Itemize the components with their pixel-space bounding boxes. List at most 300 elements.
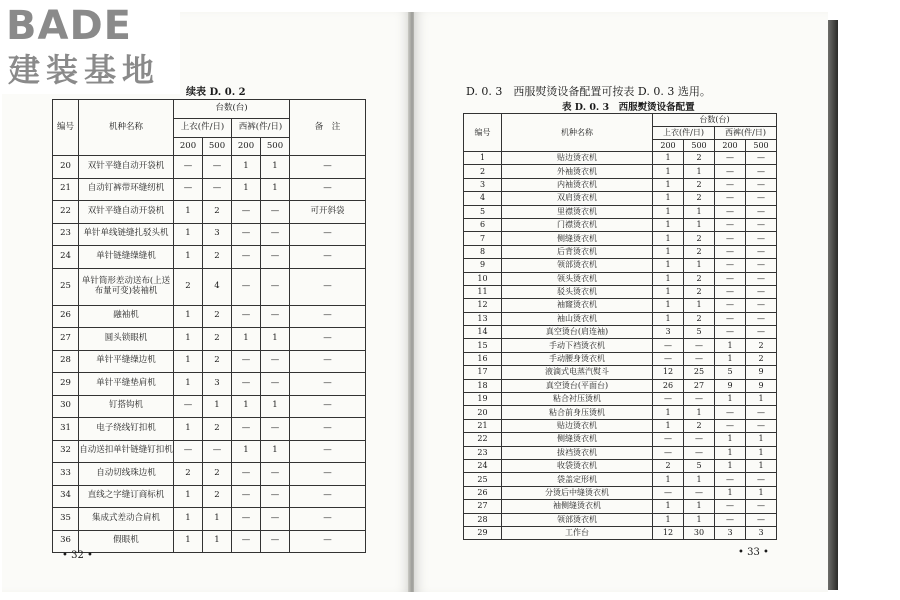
cell-d: — (261, 530, 290, 553)
cell-name: 单针平缝垫肩机 (79, 373, 174, 396)
cell-no: 21 (53, 178, 79, 201)
cell-no: 20 (464, 406, 502, 419)
cell-no: 34 (53, 485, 79, 508)
cell-a: 12 (653, 366, 684, 379)
table-row (464, 486, 777, 499)
header-cap-d: 500 (746, 140, 777, 152)
header-upper: 上衣(件/日) (653, 127, 715, 140)
cell-c: — (715, 513, 746, 526)
cell-name: 驳头烫衣机 (502, 285, 653, 298)
table-row (464, 152, 777, 165)
cell-no: 17 (464, 366, 502, 379)
cell-no: 21 (464, 419, 502, 432)
cell-d: — (746, 259, 777, 272)
cell-c: — (232, 246, 261, 269)
cell-remark: — (290, 508, 366, 531)
table-row (464, 352, 777, 365)
cell-remark: — (290, 350, 366, 373)
cell-d: — (746, 326, 777, 339)
cell-no: 15 (464, 339, 502, 352)
cell-c: — (715, 232, 746, 245)
table-row (53, 395, 366, 418)
cell-no: 30 (53, 395, 79, 418)
cell-d: 1 (746, 433, 777, 446)
cell-b: 2 (203, 418, 232, 441)
cell-no: 24 (464, 459, 502, 472)
cell-a: 1 (653, 419, 684, 432)
table-row (53, 268, 366, 305)
cell-a: 1 (653, 178, 684, 191)
header-cap-d: 500 (261, 138, 290, 156)
table-row (464, 366, 777, 379)
cell-b: — (203, 440, 232, 463)
cell-b: 2 (684, 419, 715, 432)
watermark-logo (0, 0, 180, 94)
cell-c: — (715, 473, 746, 486)
table-row (464, 259, 777, 272)
cell-no: 23 (464, 446, 502, 459)
cell-c: 1 (232, 328, 261, 351)
cell-no: 35 (53, 508, 79, 531)
cell-c: 1 (232, 395, 261, 418)
cell-a: 1 (653, 500, 684, 513)
cell-b: 1 (684, 205, 715, 218)
table-row (464, 272, 777, 285)
cell-remark: — (290, 156, 366, 179)
cell-name: 粘合衬压烫机 (502, 393, 653, 406)
cell-no: 8 (464, 245, 502, 258)
cell-name: 袋盖定形机 (502, 473, 653, 486)
cell-b: 1 (684, 406, 715, 419)
cell-b: — (684, 393, 715, 406)
cell-no: 32 (53, 440, 79, 463)
table-row (53, 440, 366, 463)
cell-d: 1 (261, 440, 290, 463)
cell-d: — (746, 500, 777, 513)
cell-a: 2 (653, 459, 684, 472)
cell-name: 真空烫台(肩连袖) (502, 326, 653, 339)
header-cap-b: 500 (684, 140, 715, 152)
cell-c: 5 (715, 366, 746, 379)
cell-d: — (261, 350, 290, 373)
cell-name: 贴边烫衣机 (502, 152, 653, 165)
cell-name: 侧缝烫衣机 (502, 232, 653, 245)
cell-c: — (715, 192, 746, 205)
table-row (53, 156, 366, 179)
cell-c: — (715, 299, 746, 312)
cell-d: — (261, 246, 290, 269)
cell-remark: — (290, 246, 366, 269)
cell-b: 2 (684, 272, 715, 285)
cell-c: — (232, 485, 261, 508)
table-row (464, 192, 777, 205)
header-cap-c: 200 (715, 140, 746, 152)
cell-d: — (746, 513, 777, 526)
cell-c: — (715, 178, 746, 191)
cell-name: 里襟烫衣机 (502, 205, 653, 218)
cell-b: 1 (684, 513, 715, 526)
cell-d: — (746, 232, 777, 245)
cell-a: 1 (174, 508, 203, 531)
cell-a: 1 (653, 152, 684, 165)
cell-name: 双针平缝自动开袋机 (79, 156, 174, 179)
cell-d: 2 (746, 339, 777, 352)
cell-d: — (261, 373, 290, 396)
table-row (53, 418, 366, 441)
cell-d: 9 (746, 366, 777, 379)
cell-a: 1 (653, 192, 684, 205)
cell-c: — (715, 285, 746, 298)
cell-b: 2 (203, 485, 232, 508)
cell-name: 袖侧缝烫衣机 (502, 500, 653, 513)
table-row (464, 526, 777, 539)
cell-name: 后背烫衣机 (502, 245, 653, 258)
cell-no: 3 (464, 178, 502, 191)
table-row (53, 350, 366, 373)
cell-b: 3 (203, 223, 232, 246)
cell-name: 单针单线链缝扎驳头机 (79, 223, 174, 246)
cell-b: 4 (203, 268, 232, 305)
cell-name: 外袖烫衣机 (502, 165, 653, 178)
cell-no: 14 (464, 326, 502, 339)
cell-c: — (232, 418, 261, 441)
cell-d: — (746, 299, 777, 312)
cell-name: 袖窿烫衣机 (502, 299, 653, 312)
cell-remark: — (290, 373, 366, 396)
table-row (464, 459, 777, 472)
cell-c: — (715, 245, 746, 258)
cell-b: 1 (203, 530, 232, 553)
cell-a: 1 (653, 285, 684, 298)
cell-no: 22 (464, 433, 502, 446)
cell-a: 1 (653, 259, 684, 272)
cell-a: 1 (174, 305, 203, 328)
cell-a: 26 (653, 379, 684, 392)
cell-b: 3 (203, 373, 232, 396)
cell-b: 1 (684, 473, 715, 486)
cell-name: 单针链缝缲缝机 (79, 246, 174, 269)
cell-name: 手动下裆烫衣机 (502, 339, 653, 352)
table-row (464, 433, 777, 446)
cell-c: 1 (715, 352, 746, 365)
cell-b: 2 (684, 192, 715, 205)
cell-b: — (684, 339, 715, 352)
cell-d: — (261, 485, 290, 508)
cell-name: 分烫后中缝烫衣机 (502, 486, 653, 499)
cell-name: 粘合前身压烫机 (502, 406, 653, 419)
cell-c: — (715, 272, 746, 285)
table-row (464, 393, 777, 406)
table-row (53, 328, 366, 351)
table-row (53, 508, 366, 531)
cell-name: 钉搭钩机 (79, 395, 174, 418)
cell-d: — (746, 406, 777, 419)
cell-a: — (174, 178, 203, 201)
cell-c: 1 (715, 393, 746, 406)
cell-b: 1 (203, 395, 232, 418)
cell-d: 1 (746, 459, 777, 472)
cell-c: 1 (715, 339, 746, 352)
left-page-number: • 32 • (62, 550, 93, 561)
cell-a: 1 (653, 473, 684, 486)
cell-c: — (232, 223, 261, 246)
table-row (53, 246, 366, 269)
cell-no: 23 (53, 223, 79, 246)
table-row (464, 419, 777, 432)
cell-remark: — (290, 268, 366, 305)
right-page-number: • 33 • (738, 547, 769, 558)
cell-a: 1 (174, 350, 203, 373)
cell-a: — (653, 339, 684, 352)
cell-a: — (174, 440, 203, 463)
cell-name: 圆头锁眼机 (79, 328, 174, 351)
cell-b: 30 (684, 526, 715, 539)
cell-b: 2 (684, 285, 715, 298)
cell-d: — (746, 272, 777, 285)
cell-remark: — (290, 178, 366, 201)
cell-name: 袖山烫衣机 (502, 312, 653, 325)
cell-d: — (261, 418, 290, 441)
cell-c: — (232, 373, 261, 396)
cell-no: 27 (53, 328, 79, 351)
cell-name: 门襟烫衣机 (502, 218, 653, 231)
cell-no: 31 (53, 418, 79, 441)
header-cap-b: 500 (203, 138, 232, 156)
header-count: 台数(台) (653, 114, 777, 127)
cell-remark: — (290, 418, 366, 441)
left-equipment-table (52, 99, 366, 553)
cell-d: — (261, 508, 290, 531)
table-row (53, 305, 366, 328)
cell-b: — (203, 178, 232, 201)
cell-c: 1 (232, 156, 261, 179)
table-row (464, 165, 777, 178)
cell-no: 20 (53, 156, 79, 179)
cell-d: 1 (746, 446, 777, 459)
table-row (464, 232, 777, 245)
cell-name: 直线之字缝订商标机 (79, 485, 174, 508)
cell-a: 1 (174, 418, 203, 441)
cell-c: 1 (232, 178, 261, 201)
cell-a: — (653, 393, 684, 406)
cell-a: — (653, 486, 684, 499)
cell-c: — (715, 419, 746, 432)
cell-b: 1 (684, 218, 715, 231)
cell-c: 1 (715, 459, 746, 472)
header-cap-a: 200 (174, 138, 203, 156)
cell-d: — (746, 178, 777, 191)
cell-name: 双肩烫衣机 (502, 192, 653, 205)
table-row (53, 373, 366, 396)
cell-a: 1 (653, 165, 684, 178)
cell-c: — (232, 350, 261, 373)
cell-d: — (261, 268, 290, 305)
cell-remark: 可开斜袋 (290, 201, 366, 224)
cell-c: 1 (715, 486, 746, 499)
cell-a: 1 (653, 312, 684, 325)
cell-no: 29 (464, 526, 502, 539)
cell-name: 收袋烫衣机 (502, 459, 653, 472)
cell-d: 1 (261, 178, 290, 201)
cell-a: 12 (653, 526, 684, 539)
cell-no: 27 (464, 500, 502, 513)
left-table-caption: 续表 D. 0. 2 (186, 87, 246, 98)
cell-b: 1 (684, 165, 715, 178)
cell-no: 5 (464, 205, 502, 218)
cell-no: 6 (464, 218, 502, 231)
cell-b: 2 (203, 328, 232, 351)
cell-d: — (261, 201, 290, 224)
cell-a: — (653, 446, 684, 459)
cell-b: 2 (684, 152, 715, 165)
cell-b: 5 (684, 326, 715, 339)
cell-a: 1 (174, 328, 203, 351)
cell-a: 1 (653, 232, 684, 245)
cell-d: 1 (261, 156, 290, 179)
cell-c: 1 (715, 446, 746, 459)
cell-b: 25 (684, 366, 715, 379)
table-row (53, 178, 366, 201)
cell-b: 2 (684, 232, 715, 245)
cell-c: — (715, 312, 746, 325)
cell-c: — (715, 218, 746, 231)
cell-b: 2 (203, 463, 232, 486)
cell-remark: — (290, 485, 366, 508)
right-equipment-table (463, 113, 777, 540)
cell-remark: — (290, 305, 366, 328)
cell-name: 领部烫衣机 (502, 513, 653, 526)
cell-c: — (232, 508, 261, 531)
cell-b: — (684, 352, 715, 365)
cell-name: 集成式差动合肩机 (79, 508, 174, 531)
cell-no: 25 (464, 473, 502, 486)
cell-c: — (715, 205, 746, 218)
cell-c: — (715, 259, 746, 272)
cell-c: — (232, 463, 261, 486)
table-row (53, 485, 366, 508)
cell-a: 1 (174, 485, 203, 508)
cell-c: — (232, 530, 261, 553)
header-trousers: 西裤(件/日) (715, 127, 777, 140)
cell-remark: — (290, 440, 366, 463)
cell-no: 24 (53, 246, 79, 269)
cell-a: 1 (653, 406, 684, 419)
cell-a: 1 (174, 246, 203, 269)
cell-c: 1 (232, 440, 261, 463)
cell-d: 1 (261, 328, 290, 351)
cell-a: 2 (174, 268, 203, 305)
cell-a: 1 (653, 245, 684, 258)
cell-b: 27 (684, 379, 715, 392)
cell-d: — (746, 205, 777, 218)
cell-name: 融袖机 (79, 305, 174, 328)
cell-remark: — (290, 328, 366, 351)
cell-c: — (715, 500, 746, 513)
table-row (464, 446, 777, 459)
cell-d: 3 (746, 526, 777, 539)
cell-a: 1 (653, 205, 684, 218)
header-name: 机种名称 (79, 100, 174, 156)
right-section-title: D. 0. 3 西服熨烫设备配置可按表 D. 0. 3 选用。 (466, 85, 711, 98)
cell-a: 1 (174, 373, 203, 396)
cell-d: 1 (746, 486, 777, 499)
header-cap-c: 200 (232, 138, 261, 156)
cell-no: 28 (53, 350, 79, 373)
right-table-caption: 表 D. 0. 3 西服熨烫设备配置 (562, 102, 695, 113)
cell-c: — (232, 305, 261, 328)
cell-d: — (746, 473, 777, 486)
cell-a: — (174, 156, 203, 179)
header-trousers: 西裤(件/日) (232, 119, 290, 138)
header-no: 编号 (53, 100, 79, 156)
cell-name: 电子绕线钉扣机 (79, 418, 174, 441)
cell-a: 1 (174, 201, 203, 224)
cell-b: 2 (684, 178, 715, 191)
table-row (53, 463, 366, 486)
cell-remark: — (290, 395, 366, 418)
cell-d: — (746, 165, 777, 178)
cell-name: 自动送扣单针链缝钉扣机 (79, 440, 174, 463)
table-row (464, 218, 777, 231)
cell-d: — (746, 192, 777, 205)
cell-no: 25 (53, 268, 79, 305)
table-row (464, 339, 777, 352)
cell-no: 16 (464, 352, 502, 365)
table-row (53, 530, 366, 553)
cell-b: 2 (684, 245, 715, 258)
cell-name: 双针平缝自动开袋机 (79, 201, 174, 224)
cell-no: 4 (464, 192, 502, 205)
cell-name: 液滴式电蒸汽熨斗 (502, 366, 653, 379)
cell-d: — (746, 152, 777, 165)
cell-a: 2 (174, 463, 203, 486)
cell-name: 假眼机 (79, 530, 174, 553)
cell-a: 1 (174, 530, 203, 553)
cell-c: — (715, 406, 746, 419)
cell-no: 19 (464, 393, 502, 406)
table-row (53, 201, 366, 224)
table-row (464, 285, 777, 298)
cell-no: 11 (464, 285, 502, 298)
table-row (464, 326, 777, 339)
cell-no: 7 (464, 232, 502, 245)
table-row (53, 223, 366, 246)
cell-a: 1 (653, 272, 684, 285)
cell-c: 1 (715, 433, 746, 446)
cell-no: 12 (464, 299, 502, 312)
cell-no: 2 (464, 165, 502, 178)
cell-d: — (746, 312, 777, 325)
cell-b: 2 (203, 246, 232, 269)
header-cap-a: 200 (653, 140, 684, 152)
cell-b: 1 (684, 299, 715, 312)
cell-no: 1 (464, 152, 502, 165)
cell-a: 1 (174, 223, 203, 246)
cell-name: 领部烫衣机 (502, 259, 653, 272)
cell-name: 自动切线珠边机 (79, 463, 174, 486)
cell-b: 1 (684, 259, 715, 272)
cell-b: 2 (203, 350, 232, 373)
cell-remark: — (290, 530, 366, 553)
cell-a: — (653, 433, 684, 446)
cell-c: 3 (715, 526, 746, 539)
cell-b: — (684, 433, 715, 446)
cell-d: — (746, 285, 777, 298)
cell-a: — (653, 352, 684, 365)
table-row (464, 299, 777, 312)
cell-b: 5 (684, 459, 715, 472)
logo-latin-text: BADE (6, 3, 132, 49)
